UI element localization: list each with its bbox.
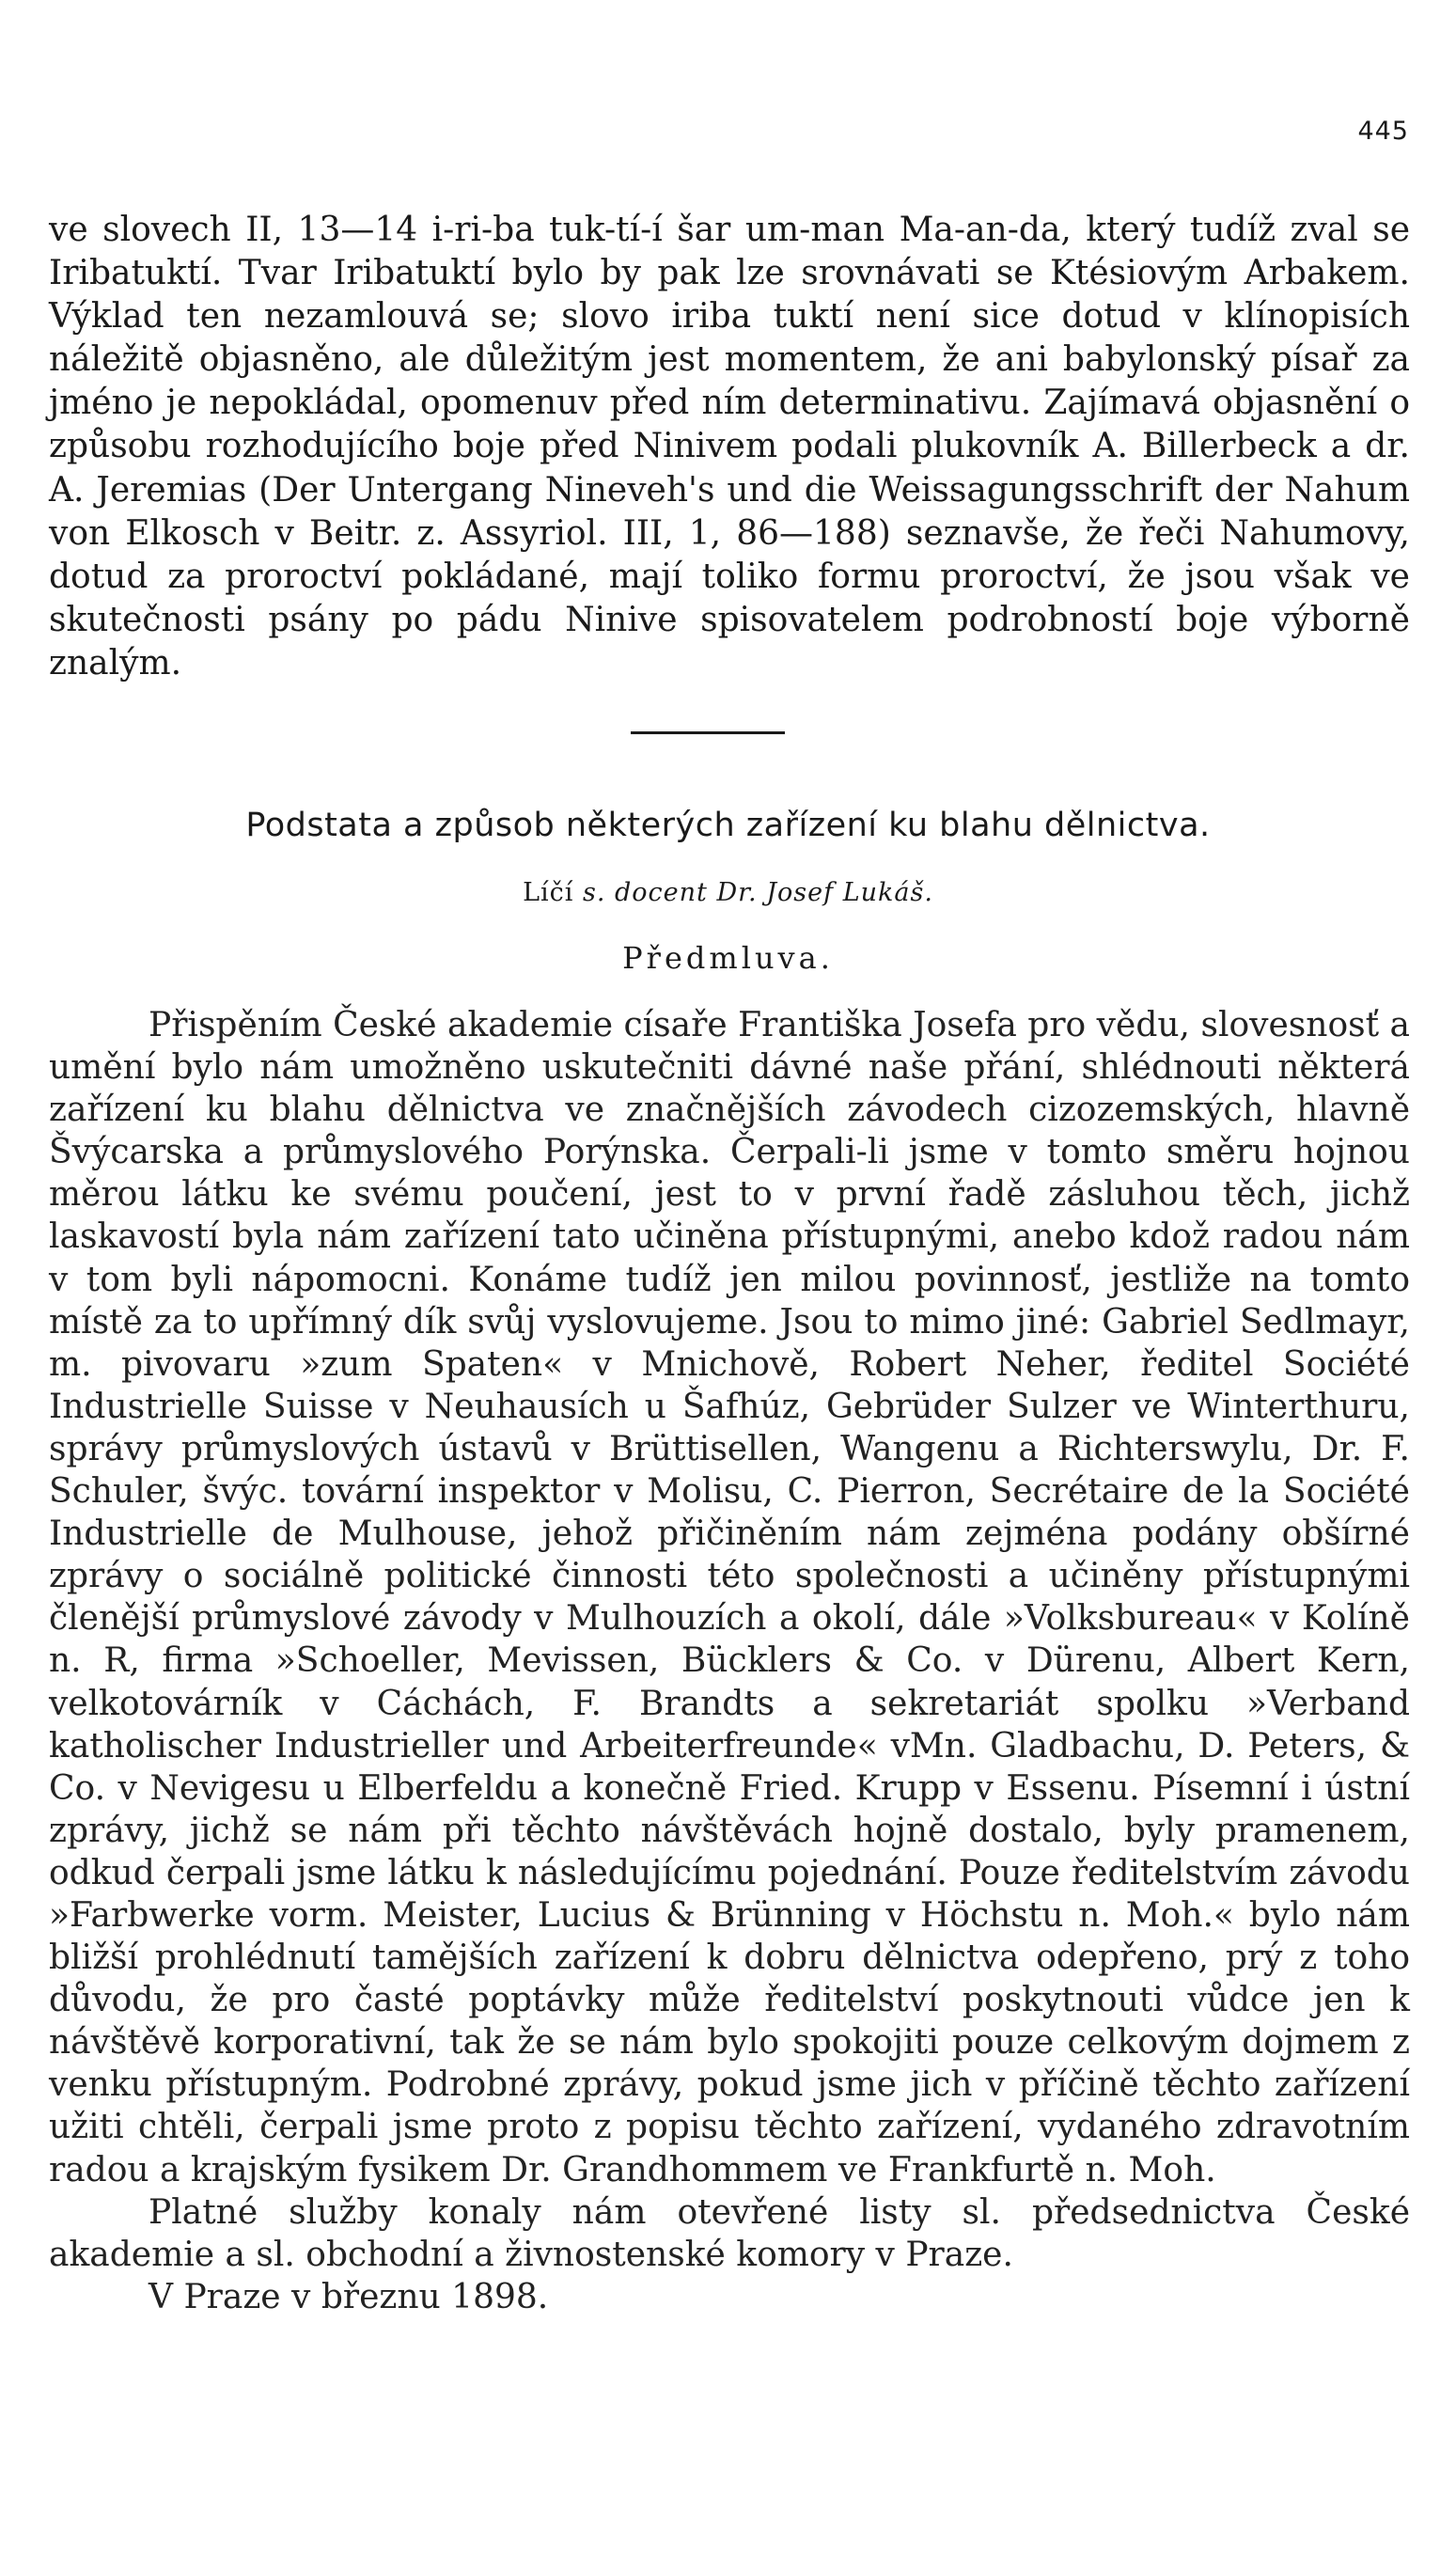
page-number: 445	[1357, 117, 1409, 146]
section-divider	[631, 731, 785, 734]
intro-paragraph: ve slovech II, 13—14 i-ri-ba tuk-tí-í šar um-man Ma-an-da, který tudíž zval se Iribatuktí. Tvar Iribatuktí bylo by pak lze srovnávati se Ktésiovým Arbakem. Výklad ten nezamlouvá se; slovo iriba tuktí není sice dotud v klínopisích náležitě objasněno, ale důležitým jest momentem, že ani babylonský písař za jméno je nepokládal, opomenuv před ním determinativu. Zajímavá objasnění o způsobu rozhodujícího boje před Ninivem podali plukovník A. Billerbeck a dr. A. Jeremias (Der Untergang Nineveh's und die Weissagungsschrift der Nahum von Elkosch v Beitr. z. Assyriol. III, 1, 86—188) seznavše, že řeči Nahumovy, dotud za proroctví pokládané, mají toliko formu proroctví, že jsou však ve skutečnosti psány po pádu Ninive spisovatelem podrobností boje výborně znalým.	[49, 211, 1410, 683]
article-body	[49, 1004, 1410, 2318]
signoff: V Praze v březnu 1898.	[149, 2277, 549, 2316]
body-paragraph-1: Přispěním České akademie císaře Františka Josefa pro vědu, slovesnosť a umění bylo nám umožněno uskutečniti dávné naše přání, shlédnouti některá zařízení ku blahu dělnictva ve značnějších závodech cizozemských, hlavně Švýcarska a průmyslového Porýnska. Čerpali-li jsme v tomto směru hojnou měrou látku ke svému poučení, jest to v první řadě zásluhou těch, jichž laskavostí byla nám zařízení tato učiněna přístupnými, anebo kdož radou nám v tom byli nápomocni. Konáme tudíž jen milou povinnosť, jestliže na tomto místě za to upřímný dík svůj vyslovujeme. Jsou to mimo jiné: Gabriel Sedlmayr, m. pivovaru »zum Spaten« v Mnichově, Robert Neher, ředitel Société Industrielle Suisse v Neuhausích u Šafhúz, Gebrüder Sulzer ve Winterthuru, správy průmyslových ústavů v Brüttisellen, Wangenu a Richterswylu, Dr. F. Schuler, švýc. tovární inspektor v Molisu, C. Pierron, Secrétaire de la Société Industrielle de Mulhouse, jehož přičiněním nám zejména podány obšírné zprávy o sociálně politické činnosti této společnosti a učiněny přístupnými členější průmyslové závody v Mulhouzích a okolí, dále »Volksbureau« v Kolíně n. R, firma »Schoeller, Mevissen, Bücklers & Co. v Dürenu, Albert Kern, velkotovárník v Cáchách, F. Brandts a sekretariát spolku »Verband katholischer Industrieller und Arbeiterfreunde« vMn. Gladbachu, D. Peters, & Co. v Nevigesu u Elberfeldu a konečně Fried. Krupp v Essenu. Písemní i ústní zprávy, jichž se nám při těchto návštěvách hojně dostalo, byly pramenem, odkud čerpali jsme látku k následujícímu pojednání. Pouze ředitelstvím závodu »Farbwerke vorm. Meister, Lucius & Brünning v Höchstu n. Moh.« bylo nám bližší prohlédnutí tamějších zařízení k dobru dělnictva odepřeno, prý z toho důvodu, že pro časté poptávky může ředitelství poskytnouti vůdce jen k návštěvě korporativní, tak že se nám bylo spokojiti pouze celkovým dojmem z venku přístupným. Podrobné zprávy, pokud jsme jich v příčině těchto zařízení užiti chtěli, čerpali jsme proto z popisu těchto zařízení, vydaného zdravotním radou a krajským fysikem Dr. Grandhommem ve Frankfurtě n. Moh.	[49, 1006, 1410, 2189]
section-heading: Předmluva.	[622, 940, 834, 976]
byline	[0, 878, 1456, 907]
article-title: Podstata a způsob některých zařízení ku blahu dělnictva.	[245, 807, 1211, 844]
byline-prefix: Líčí	[523, 878, 574, 907]
byline-author: s. docent Dr. Josef Lukáš.	[582, 878, 933, 907]
body-paragraph-2: Platné služby konaly nám otevřené listy sl. předsednictva České akademie a sl. obchodní a živnostenské komory v Praze.	[49, 2192, 1410, 2274]
